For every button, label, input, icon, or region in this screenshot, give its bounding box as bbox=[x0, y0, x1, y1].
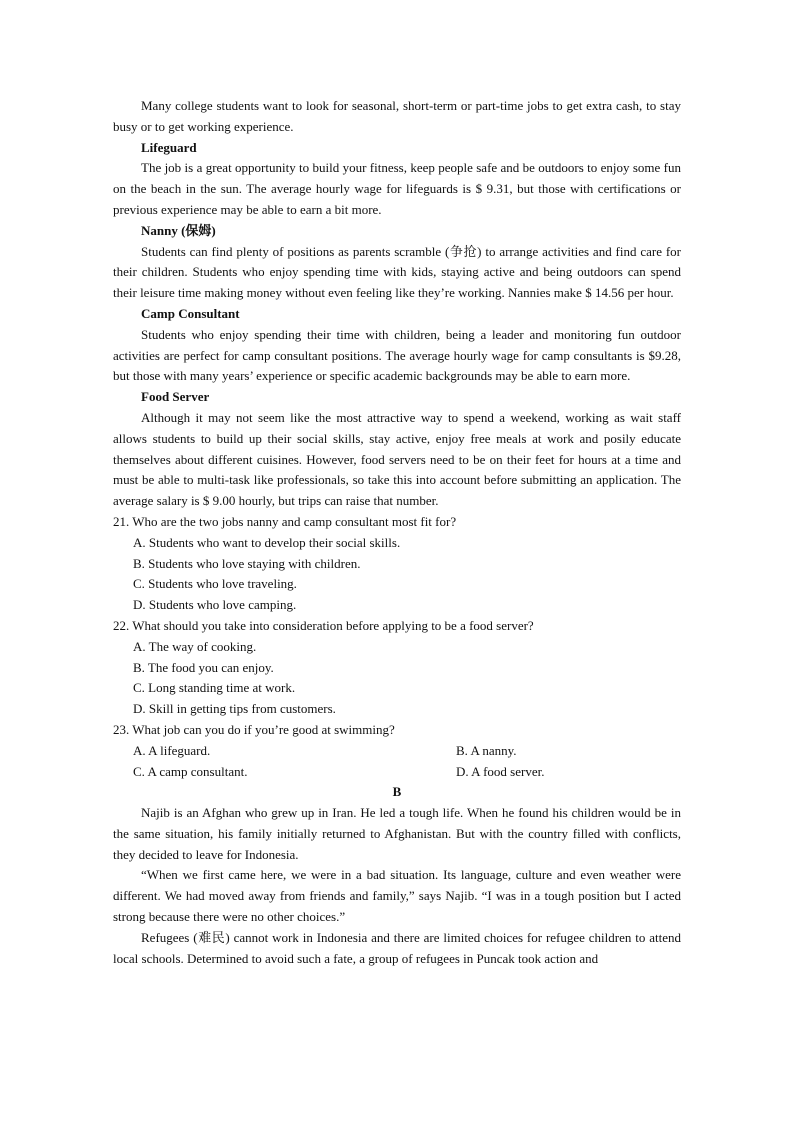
question-21-option-c: C. Students who love traveling. bbox=[133, 576, 297, 592]
section-body-nanny: Students can find plenty of positions as parents scramble (争抢) to arrange activities and find care for their children. Students who enjoy spending time with kids, staying active and being outdoors can spend their leisure time making money without even feeling like they’re working. Nannies make $ 14.56 per hour. bbox=[113, 243, 681, 301]
question-21-stem: 21. Who are the two jobs nanny and camp consultant most fit for? bbox=[113, 513, 457, 529]
document-page bbox=[113, 96, 681, 969]
section-heading-camp-consultant: Camp Consultant bbox=[141, 305, 240, 321]
section-heading-nanny: Nanny (保姆) bbox=[141, 222, 216, 238]
question-21-option-b: B. Students who love staying with children. bbox=[133, 555, 361, 571]
section-body-camp-consultant: Students who enjoy spending their time with children, being a leader and monitoring fun outdoor activities are perfect for camp consultant positions. The average hourly wage for camp consultants is $9.28, but those with many years’ experience or specific academic backgrounds may be able to earn more. bbox=[113, 326, 681, 384]
passage-a-intro: Many college students want to look for seasonal, short-term or part-time jobs to get extra cash, to stay busy or to get working experience. bbox=[113, 98, 681, 134]
section-heading-food-server: Food Server bbox=[141, 389, 210, 405]
question-22-option-b: B. The food you can enjoy. bbox=[133, 659, 274, 675]
section-body-lifeguard: The job is a great opportunity to build your fitness, keep people safe and be outdoors to enjoy some fun on the beach in the sun. The average hourly wage for lifeguards is $ 9.31, but those with certifications or previous experience may be able to earn a bit more. bbox=[113, 160, 681, 217]
question-21-option-d: D. Students who love camping. bbox=[133, 597, 297, 613]
passage-b-paragraph-1: Najib is an Afghan who grew up in Iran. He led a tough life. When he found his children would be in the same situation, his family initially returned to Afghanistan. But with the country filled with conflicts, they decided to leave for Indonesia. bbox=[113, 805, 681, 862]
section-heading-lifeguard: Lifeguard bbox=[141, 139, 197, 155]
passage-b-title: B bbox=[392, 784, 402, 800]
question-23-option-d: D. A food server. bbox=[456, 763, 545, 779]
question-22-stem: 22. What should you take into consideration before applying to be a food server? bbox=[113, 617, 534, 633]
question-23-option-b: B. A nanny. bbox=[456, 742, 517, 758]
passage-b-paragraph-2: “When we first came here, we were in a bad situation. Its language, culture and even weather were different. We had moved away from friends and family,” says Najib. “I was in a tough position but I acted strong because there were no other choices.” bbox=[113, 867, 681, 925]
question-23-option-c: C. A camp consultant. bbox=[133, 763, 248, 779]
question-21-option-a: A. Students who want to develop their social skills. bbox=[133, 534, 401, 550]
section-body-food-server: Although it may not seem like the most attractive way to spend a weekend, working as wait staff allows students to build up their social skills, stay active, enjoy free meals at work and posily educate themselves about different cuisines. However, food servers need to be on their feet for hours at a time and must be able to multi-task like professionals, so take this into account before submitting an application. The average salary is $ 9.00 hourly, but trips can raise that number. bbox=[113, 409, 681, 509]
question-23-stem: 23. What job can you do if you’re good at swimming? bbox=[113, 721, 395, 737]
question-22-option-c: C. Long standing time at work. bbox=[133, 680, 296, 696]
question-23-option-a: A. A lifeguard. bbox=[133, 742, 211, 758]
question-23-options-row-1 bbox=[113, 741, 681, 762]
question-22-option-d: D. Skill in getting tips from customers. bbox=[133, 701, 336, 717]
passage-b-paragraph-3: Refugees (难民) cannot work in Indonesia and there are limited choices for refugee children to attend local schools. Determined to avoid such a fate, a group of refugees in Puncak took action and bbox=[113, 929, 681, 966]
question-23-options-row-2 bbox=[113, 762, 681, 783]
question-22-option-a: A. The way of cooking. bbox=[133, 638, 257, 654]
